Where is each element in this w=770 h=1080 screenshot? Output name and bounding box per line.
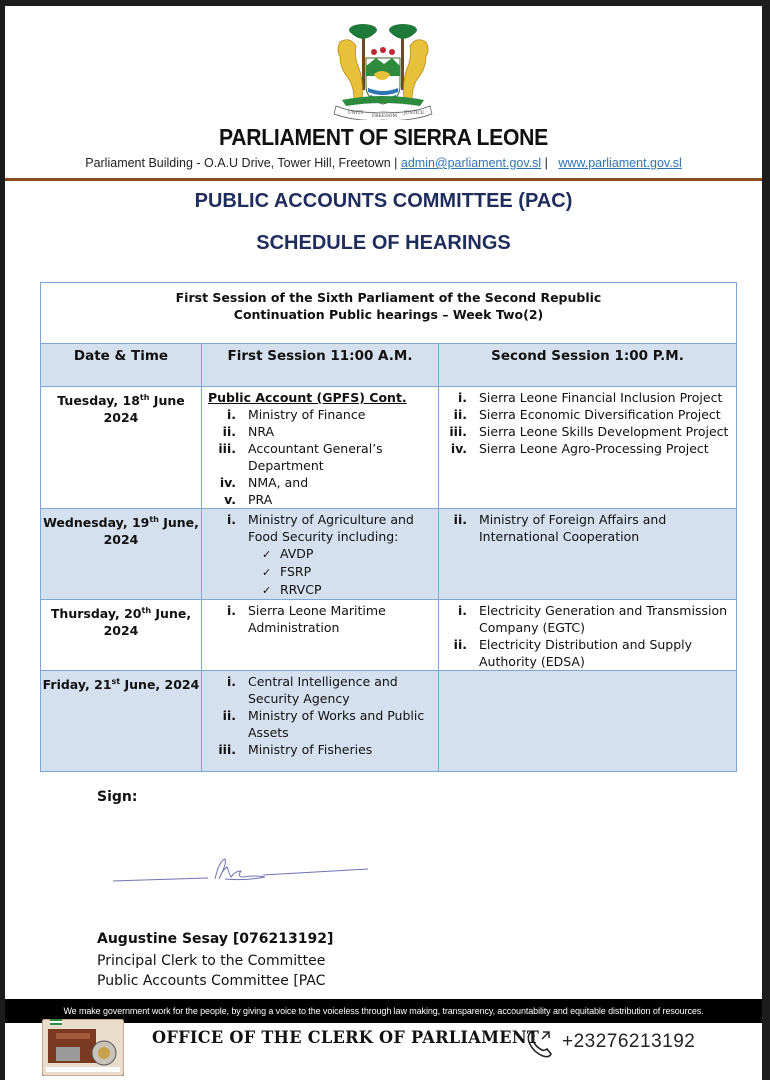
table-row xyxy=(41,600,737,671)
agenda-list xyxy=(202,602,438,636)
header-divider xyxy=(5,178,762,181)
agenda-list xyxy=(439,602,736,670)
sub-project-list xyxy=(202,545,438,599)
phone-icon xyxy=(525,1028,555,1058)
signer-role-line-1: Principal Clerk to the Committee xyxy=(97,953,326,969)
date-suffix: th xyxy=(139,393,150,402)
column-header-second-session: Second Session 1:00 P.M. xyxy=(439,344,737,387)
table-row xyxy=(41,387,737,509)
email-link[interactable]: admin@parliament.gov.sl xyxy=(400,156,542,170)
list-item: iv. Sierra Leone Agro-Processing Project xyxy=(450,441,709,456)
table-row xyxy=(41,671,737,772)
schedule-table xyxy=(40,282,737,772)
table-header-row xyxy=(41,344,737,387)
agenda-list xyxy=(439,389,736,457)
agenda-list xyxy=(439,511,736,545)
agenda-list xyxy=(202,673,438,758)
column-header-first-session: First Session 11:00 A.M. xyxy=(202,344,439,387)
signer-role-line-2: Public Accounts Committee [PAC xyxy=(97,973,326,989)
date-day: Wednesday, 19 xyxy=(43,515,150,531)
sign-label: Sign: xyxy=(97,789,138,805)
second-session-cell xyxy=(439,387,737,509)
list-item: iii. Ministry of Fisheries xyxy=(218,742,373,757)
list-item: ✓ RRVCP xyxy=(262,582,322,597)
check-icon: ✓ xyxy=(262,566,272,579)
list-item: i. Sierra Leone Financial Inclusion Project xyxy=(457,390,723,405)
document-title: SCHEDULE OF HEARINGS xyxy=(256,232,511,254)
date-cell xyxy=(41,509,202,600)
address-text: Parliament Building - O.A.U Drive, Tower Hill, Freetown | xyxy=(85,156,398,170)
address-line xyxy=(5,156,762,170)
list-item: ii. Ministry of Foreign Affairs and International Cooperation xyxy=(453,512,667,544)
table-row xyxy=(41,509,737,600)
list-item: i. Electricity Generation and Transmission Company (EGTC) xyxy=(457,603,728,635)
first-session-cell xyxy=(202,600,439,671)
agenda-list xyxy=(202,406,438,508)
date-rest: June, 2024 xyxy=(120,677,200,693)
date-rest: June, 2024 xyxy=(103,515,199,548)
column-header-date: Date & Time xyxy=(41,344,202,387)
signature-icon xyxy=(113,851,373,891)
list-item: ✓ AVDP xyxy=(262,546,314,561)
caption-line-2: Continuation Public hearings – Week Two(2) xyxy=(233,307,544,322)
date-cell xyxy=(41,600,202,671)
caption-line-1: First Session of the Sixth Parliament of the Second Republic xyxy=(175,290,602,305)
date-rest: June 2024 xyxy=(103,393,185,426)
date-day: Tuesday, 18 xyxy=(57,393,140,409)
address-separator: | xyxy=(544,156,548,170)
list-item: ii. Ministry of Works and Public Assets xyxy=(222,708,425,740)
list-item: ii. Sierra Economic Diversification Project xyxy=(453,407,721,422)
date-suffix: th xyxy=(141,606,152,615)
list-item: iii. Sierra Leone Skills Development Project xyxy=(449,424,729,439)
footer-mission-bar: We make government work for the people, by giving a voice to the voiceless through law making, transparency, accountability and equitable distribution of resources. xyxy=(5,999,762,1023)
list-item: v. PRA xyxy=(224,492,273,507)
committee-title: PUBLIC ACCOUNTS COMMITTEE (PAC) xyxy=(194,190,573,212)
check-icon: ✓ xyxy=(262,584,272,597)
svg-text:FREEDOM: FREEDOM xyxy=(372,114,397,119)
document-page xyxy=(5,6,762,1080)
svg-text:JUSTICE: JUSTICE xyxy=(404,111,425,116)
date-cell xyxy=(41,387,202,509)
date-cell xyxy=(41,671,202,772)
date-suffix: th xyxy=(149,515,159,524)
coat-of-arms-icon xyxy=(322,20,444,120)
phone-number: +23276213192 xyxy=(562,1031,696,1052)
list-item: ii. NRA xyxy=(222,424,275,439)
parliament-building-logo-icon xyxy=(42,1019,124,1076)
signer-name: Augustine Sesay [076213192] xyxy=(97,931,334,947)
date-suffix: st xyxy=(111,677,121,686)
second-session-cell xyxy=(439,671,737,772)
first-session-heading: Public Account (GPFS) Cont. xyxy=(208,390,407,405)
first-session-cell xyxy=(202,387,439,509)
org-title: PARLIAMENT OF SIERRA LEONE xyxy=(218,124,549,150)
second-session-cell xyxy=(439,600,737,671)
date-day: Thursday, 20 xyxy=(50,606,142,622)
agenda-list xyxy=(202,511,438,545)
svg-text:UNITY: UNITY xyxy=(348,111,364,116)
first-session-cell xyxy=(202,671,439,772)
table-caption xyxy=(41,283,737,344)
list-item: i. Ministry of Agriculture and Food Security including: xyxy=(226,512,414,544)
list-item: ✓ FSRP xyxy=(262,564,312,579)
list-item: ii. Electricity Distribution and Supply Authority (EDSA) xyxy=(453,637,693,669)
check-icon: ✓ xyxy=(262,548,272,561)
list-item: i. Ministry of Finance xyxy=(226,407,366,422)
table-caption-row xyxy=(41,283,737,344)
second-session-cell xyxy=(439,509,737,600)
list-item: iv. NMA, and xyxy=(219,475,309,490)
list-item: i. Sierra Leone Maritime Administration xyxy=(226,603,386,635)
office-title: OFFICE OF THE CLERK OF PARLIAMENT xyxy=(152,1028,540,1048)
date-day: Friday, 21 xyxy=(42,677,112,693)
date-rest: June, 2024 xyxy=(103,606,192,639)
first-session-cell xyxy=(202,509,439,600)
website-link[interactable]: www.parliament.gov.sl xyxy=(558,156,682,170)
list-item: iii. Accountant General’s Department xyxy=(218,441,383,473)
list-item: i. Central Intelligence and Security Agency xyxy=(226,674,398,706)
signer-role xyxy=(97,951,325,991)
